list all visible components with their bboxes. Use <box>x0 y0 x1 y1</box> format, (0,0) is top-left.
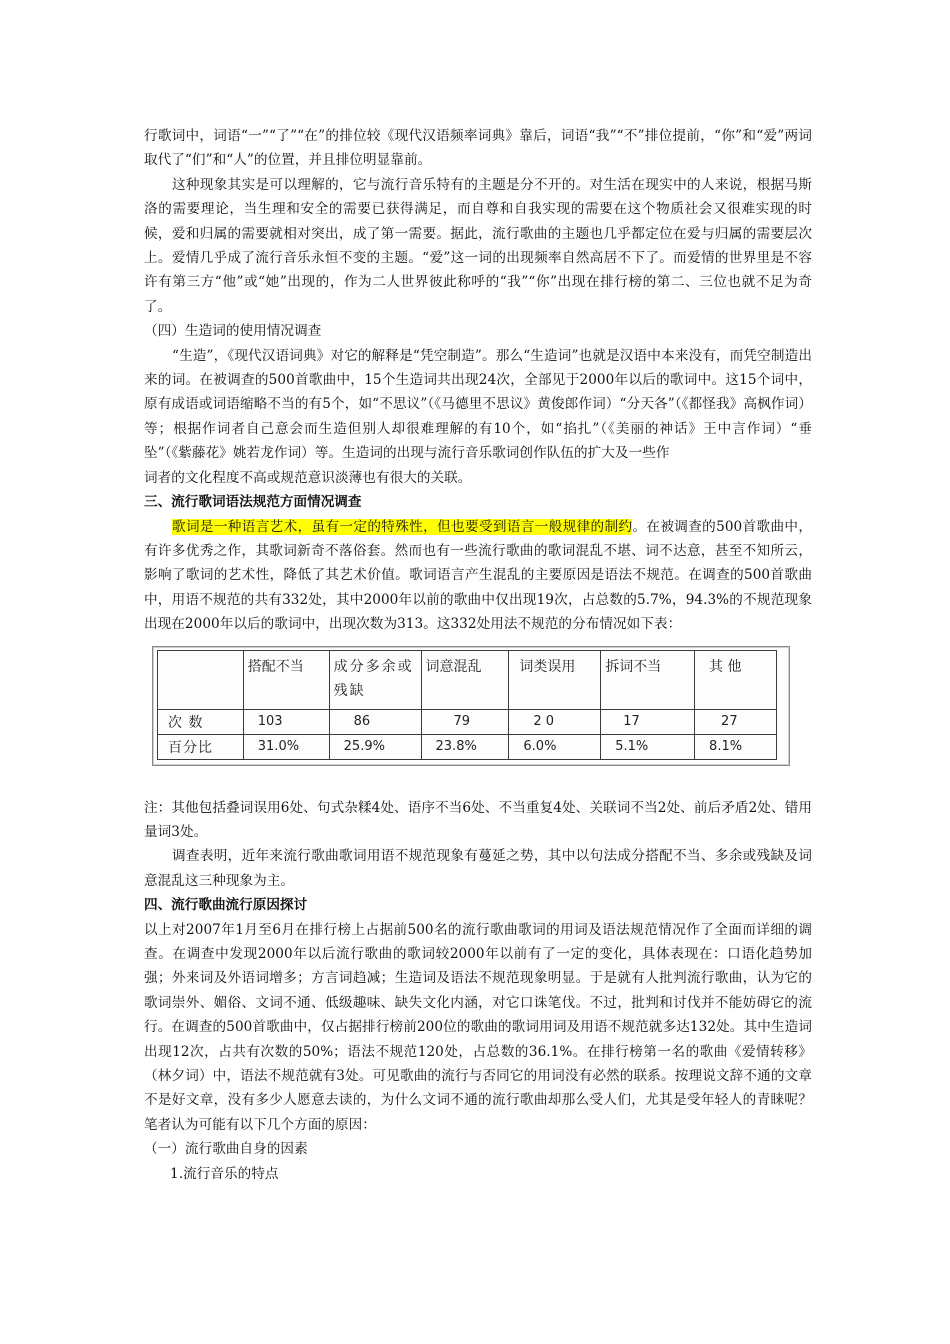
table-cell: 8.1% <box>695 734 777 759</box>
table-cell: 6.0% <box>509 734 601 759</box>
table-row <box>158 709 777 734</box>
table-cell: 23.8% <box>421 734 509 759</box>
table-image-frame <box>152 646 790 766</box>
table-cell: 2 0 <box>509 709 601 734</box>
highlighted-text: 歌词是一种语言艺术，虽有一定的特殊性，但也要受到语言一般规律的制约 <box>172 518 633 535</box>
error-distribution-table <box>157 650 777 760</box>
paragraph-coined-words-cont: 词者的文化程度不高或规范意识淡薄也有很大的关联。 <box>144 469 472 486</box>
paragraph-coined-words: “生造”，《现代汉语词典》对它的解释是“凭空制造”。那么“生造词”也就是汉语中本来没有，而凭空制造出来的词。在被调查的500首歌曲中，15个生造词共出现24次，全部见于2000年以后的歌词中。这15个词中，原有成语或词语缩略不当的有5个，如“不思议”（《马德里不思议》黄俊郎作词）“分天各”（《都怪我》高枫作词）等；根据作词者自己意会而生造但别人却很难理解的有10个，如“掐扎”（《美丽的神话》王中言作词）“垂坠”（《紫藤花》姚若龙作词）等。生造词的出现与流行音乐歌词创作队伍的扩大及一些作 <box>144 347 812 462</box>
heading-grammar-survey: 三、流行歌词语法规范方面情况调查 <box>144 494 362 511</box>
table-cell: 27 <box>695 709 777 734</box>
table-header-cell <box>158 650 244 709</box>
table-note: 注：其他包括叠词误用6处、句式杂糅4处、语序不当6处、不当重复4处、关联词不当2处、前后矛盾2处、错用量词3处。 <box>144 799 812 840</box>
paragraph-survey-conclusion: 调查表明，近年来流行歌曲歌词用语不规范现象有蔓延之势，其中以句法成分搭配不当、多余或残缺及词意混乱这三种现象为主。 <box>144 848 812 889</box>
table-header-cell: 拆词不当 <box>601 650 695 709</box>
paragraph-grammar-survey-rest: 。在被调查的500首歌曲中，有许多优秀之作，其歌词新奇不落俗套。然而也有一些流行歌曲的歌词混乱不堪、词不达意，甚至不知所云，影响了歌词的艺术性，降低了其艺术价值。歌词语言产生混乱的主要原因是语法不规范。在调查的500首歌曲中，用语不规范的共有332处，其中2000年以前的歌曲中仅出现19次，占总数的5.7%，94.3%的不规范现象出现在2000年以后的歌词中，出现次数为313。这332处用法不规范的分布情况如下表： <box>144 518 812 633</box>
table-cell: 31.0% <box>243 734 329 759</box>
table-row <box>158 734 777 759</box>
paragraph-maslow-theory: 这种现象其实是可以理解的，它与流行音乐特有的主题是分不开的。对生活在现实中的人来说，根据马斯洛的需要理论，当生理和安全的需要已获得满足，而自尊和自我实现的需要在这个物质社会又很难实现的时候，爱和归属的需要就相对突出，成了第一需要。据此，流行歌曲的主题也几乎都定位在爱与归属的需要层次上。爱情几乎成了流行音乐永恒不变的主题。“爱”这一词的出现频率自然高居不下了。而爱情的世界里是不容许有第三方“他”或“她”出现的，作为二人世界彼此称呼的“我”“你”出现在排行榜的第二、三位也就不足为奇了。 <box>144 176 812 315</box>
table-cell: 79 <box>421 709 509 734</box>
table-cell: 103 <box>243 709 329 734</box>
table-header-cell: 搭配不当 <box>243 650 329 709</box>
table-header-cell: 成分多余或残缺 <box>329 650 421 709</box>
table-row-label: 百分比 <box>158 734 244 759</box>
paragraph-popularity-reasons: 以上对2007年1月至6月在排行榜上占据前500名的流行歌曲歌词的用词及语法规范情况作了全面而详细的调查。在调查中发现2000年以后流行歌曲的歌词较2000年以前有了一定的变化，具体表现在：口语化趋势加强；外来词及外语词增多；方言词趋减；生造词及语法不规范现象明显。于是就有人批判流行歌曲，认为它的歌词崇外、媚俗、文词不通、低级趣味、缺失文化内涵，对它口诛笔伐。不过，批判和讨伐并不能妨碍它的流行。在调查的500首歌曲中，仅占据排行榜前200位的歌曲的歌词用词及用语不规范就多达132处。其中生造词出现12次，占共有次数的50%；语法不规范120处，占总数的36.1%。在排行榜第一名的歌曲《爱情转移》（林夕词）中，语法不规范就有3处。可见歌曲的流行与否同它的用词没有必然的联系。按理说文辞不通的文章不是好文章，没有多少人愿意去读的，为什么文词不通的流行歌曲却那么受人们，尤其是受年轻人的青睐呢？笔者认为可能有以下几个方面的原因： <box>144 921 812 1133</box>
table-header-row <box>158 650 777 709</box>
table-row-label: 次 数 <box>158 709 244 734</box>
list-item-music-features: 1.流行音乐的特点 <box>170 1165 279 1182</box>
paragraph-grammar-survey <box>144 515 812 637</box>
table-cell: 86 <box>329 709 421 734</box>
table-header-cell: 词类误用 <box>509 650 601 709</box>
paragraph-word-ranking: 行歌词中，词语“一”“了”“在”的排位较《现代汉语频率词典》靠后，词语“我”“不”排位提前，“你”和“爱”两词取代了“们”和“人”的位置，并且排位明显靠前。 <box>144 128 812 169</box>
subheading-song-factors: （一）流行歌曲自身的因素 <box>144 1141 308 1158</box>
table-cell: 17 <box>601 709 695 734</box>
table-cell: 5.1% <box>601 734 695 759</box>
table-header-cell: 词意混乱 <box>421 650 509 709</box>
table-header-cell: 其 他 <box>695 650 777 709</box>
table-cell: 25.9% <box>329 734 421 759</box>
heading-popularity-reasons: 四、流行歌曲流行原因探讨 <box>144 897 308 914</box>
document-page <box>144 124 812 1186</box>
subheading-coined-words: （四）生造词的使用情况调查 <box>144 323 322 340</box>
